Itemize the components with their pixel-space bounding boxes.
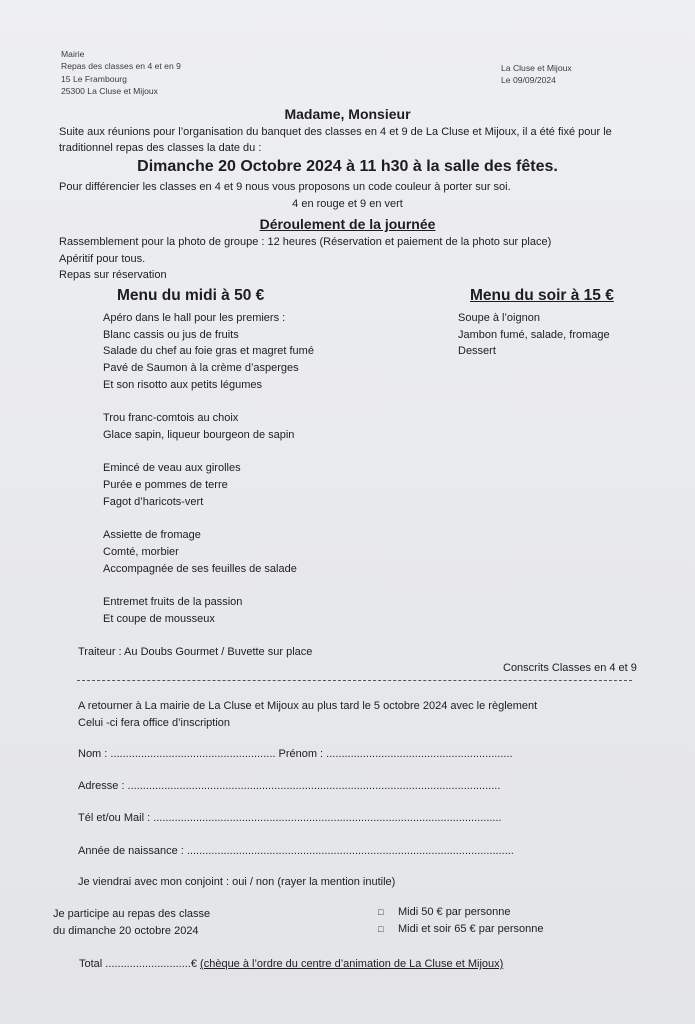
salutation: Madame, Monsieur <box>284 106 411 122</box>
total-line <box>79 958 503 970</box>
event-date: Dimanche 20 Octobre 2024 à 11 h30 à la salle des fêtes. <box>137 158 558 175</box>
partner-question: Je viendrai avec mon conjoint : oui / non (rayer la mention inutile) <box>78 876 396 888</box>
menu-midi-title: Menu du midi à 50 € <box>117 287 265 304</box>
menu-item: Trou franc-comtois au choix <box>103 412 239 425</box>
menu-item: Pavé de Saumon à la crème d’asperges <box>103 362 299 375</box>
signature: Conscrits Classes en 4 et 9 <box>503 662 637 674</box>
letter-date: Le 09/09/2024 <box>501 75 556 86</box>
menu-item: Blanc cassis ou jus de fruits <box>103 328 239 341</box>
phone-mail-field[interactable]: Tél et/ou Mail : .................................................................................................................. <box>78 812 502 824</box>
programme-title: Déroulement de la journée <box>259 216 436 232</box>
checkbox-midi-soir[interactable]: □ <box>378 924 384 934</box>
menu-item: Et son risotto aux petits légumes <box>103 378 262 391</box>
cut-line <box>77 680 632 681</box>
menu-item <box>103 394 314 411</box>
cheque-note: (chèque à l’ordre du centre d’animation de La Cluse et Mijoux) <box>200 958 504 970</box>
option-midi[interactable] <box>378 906 511 918</box>
participation-line: Je participe au repas des classe <box>53 908 211 920</box>
menu-item: Accompagnée de ses feuilles de salade <box>103 562 297 575</box>
option-midi-label: Midi 50 € par personne <box>398 906 511 918</box>
intro-paragraph: Suite aux réunions pour l’organisation du banquet des classes en 4 et 9 de La Cluse et Mijoux, il a été fixé pour le traditionnel repas des classes la date du : <box>59 126 612 154</box>
color-code-text: Pour différencier les classes en 4 et 9 nous vous proposons un code couleur à porter sur soi. <box>59 181 511 193</box>
menu-item: Soupe à l’oignon <box>458 312 540 324</box>
participation-label <box>53 906 210 940</box>
return-line: A retourner à La mairie de La Cluse et Mijoux au plus tard le 5 octobre 2024 avec le règlement <box>78 700 538 712</box>
menu-item <box>103 444 314 461</box>
menu-item: Dessert <box>458 345 496 358</box>
caterer-line: Traiteur : Au Doubs Gourmet / Buvette sur place <box>78 646 313 658</box>
menu-item: Apéro dans le hall pour les premiers : <box>103 312 286 324</box>
name-field[interactable]: Nom : ...................................................... Prénom : ............................................................. <box>78 748 513 760</box>
menu-item: Fagot d’haricots-vert <box>103 495 204 508</box>
return-instructions <box>78 698 537 732</box>
total-field[interactable]: Total ............................€ <box>79 958 197 970</box>
address-field[interactable]: Adresse : .......................................................................................................................... <box>78 780 501 792</box>
sender-line: Mairie <box>61 49 85 59</box>
return-line: Celui -ci fera office d’inscription <box>78 717 231 729</box>
place-and-date <box>501 62 572 87</box>
color-code: 4 en rouge et 9 en vert <box>292 198 403 210</box>
menu-item <box>103 577 314 594</box>
menu-soir-list <box>458 310 610 360</box>
menu-item: Emincé de veau aux girolles <box>103 462 241 475</box>
menu-item: Assiette de fromage <box>103 529 201 542</box>
menu-item: Salade du chef au foie gras et magret fumé <box>103 345 314 358</box>
menu-item: Purée e pommes de terre <box>103 479 228 492</box>
sender-line: Repas des classes en 4 et en 9 <box>61 61 181 72</box>
menu-item: Glace sapin, liqueur bourgeon de sapin <box>103 428 295 441</box>
menu-item <box>103 510 314 527</box>
programme-item: Rassemblement pour la photo de groupe : 12 heures (Réservation et paiement de la photo sur place) <box>59 236 552 248</box>
menu-item: Comté, morbier <box>103 545 179 558</box>
participation-line: du dimanche 20 octobre 2024 <box>53 925 199 937</box>
option-midi-soir[interactable] <box>378 923 544 935</box>
menu-item: Entremet fruits de la passion <box>103 595 243 608</box>
birth-year-field[interactable]: Année de naissance : ........................................................................................................... <box>78 845 514 857</box>
programme-list <box>59 234 551 284</box>
menu-item: Et coupe de mousseux <box>103 612 215 625</box>
sender-address <box>61 48 181 98</box>
option-midi-soir-label: Midi et soir 65 € par personne <box>398 923 544 935</box>
sender-line: 25300 La Cluse et Mijoux <box>61 86 158 97</box>
menu-item: Jambon fumé, salade, fromage <box>458 328 610 341</box>
menu-soir-title: Menu du soir à 15 € <box>470 287 614 304</box>
checkbox-midi[interactable]: □ <box>378 907 384 917</box>
sender-line: 15 Le Frambourg <box>61 73 127 84</box>
programme-item: Apéritif pour tous. <box>59 252 146 265</box>
place: La Cluse et Mijoux <box>501 63 572 73</box>
menu-midi-list <box>103 310 314 627</box>
programme-item: Repas sur réservation <box>59 269 167 281</box>
